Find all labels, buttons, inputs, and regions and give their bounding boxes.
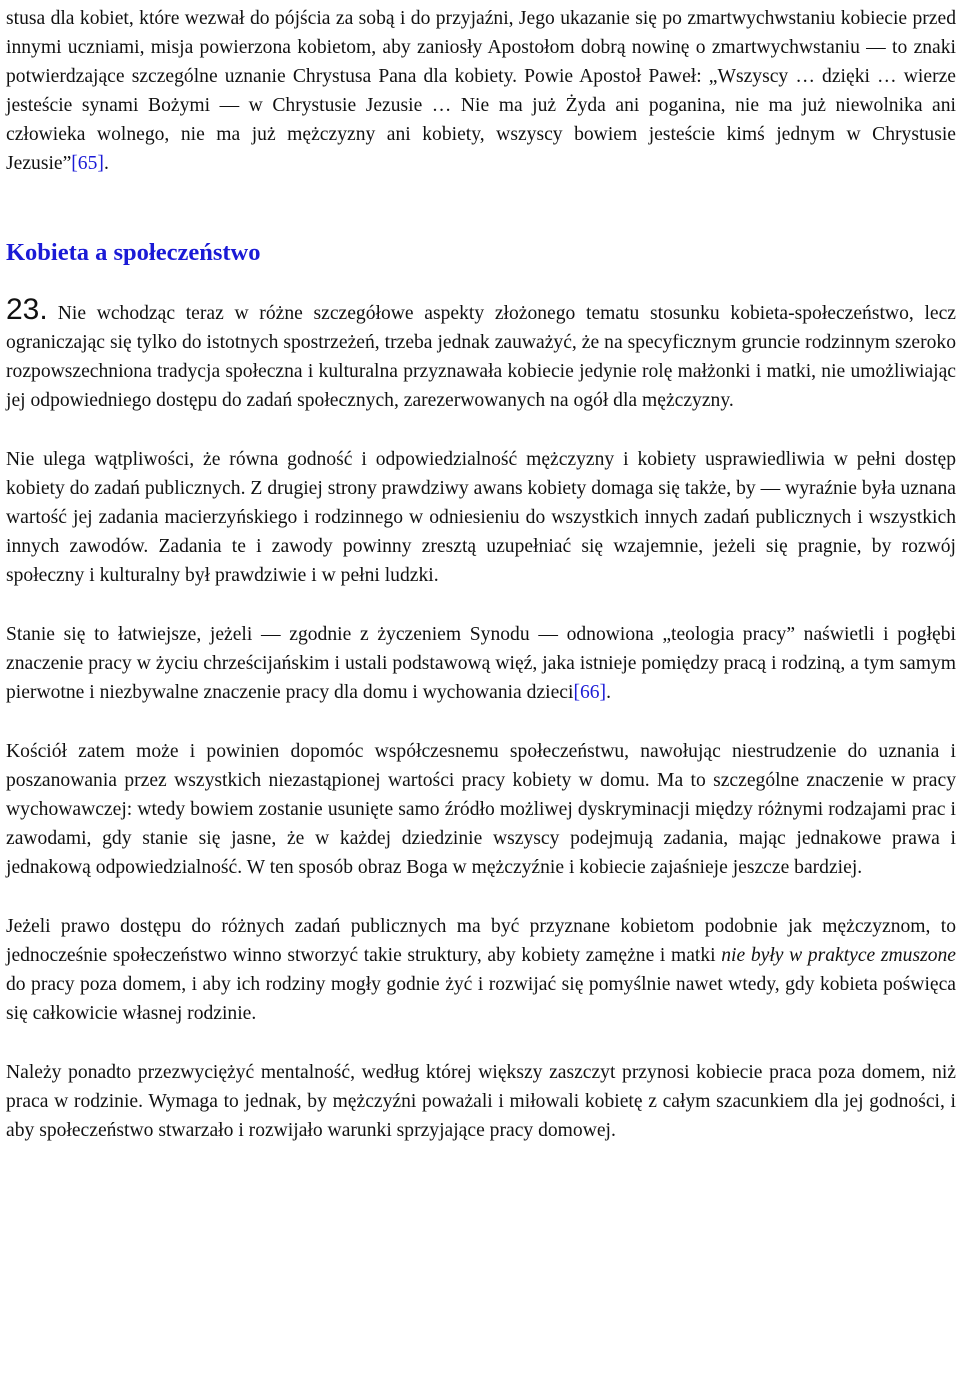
paragraph-5: [6, 912, 956, 1028]
paragraph-3: [6, 620, 956, 707]
footnote-link-66[interactable]: [66]: [573, 682, 607, 703]
footnote-link-65[interactable]: [65]: [71, 153, 104, 174]
paragraph-4: Kościół zatem może i powinien dopomóc współczesnemu społeczeństwu, nawołując niestrudzenie do uznania i poszanowania przez wszystkich niezastąpionej wartości pracy kobiety w domu. Ma to szczególne znaczenie w pracy wychowawczej: wtedy bowiem zostanie usunięte samo źródło możliwej dyskryminacji między różnymi rodzajami prac i zawodami, gdy stanie się jasne, że w każdej dziedzinie wszyscy podejmują zadania, mając jednakowe prawa i jednakową odpowiedzialność. W ten sposób obraz Boga w mężczyźnie i kobiecie zajaśnieje jeszcze bardziej.: [6, 741, 956, 878]
paragraph-5-emphasis: nie były w praktyce zmuszone: [721, 945, 956, 966]
paragraph-5-text-a: Jeżeli prawo dostępu do różnych zadań publicznych ma być przyznane kobietom podobnie jak mężczyznom, to jednocześnie społeczeństwo winno stworzyć takie struktury, aby kobiety zamężne i matki: [6, 916, 956, 966]
paragraph-3-end: .: [606, 682, 611, 703]
paragraph-number: 23.: [6, 293, 48, 326]
intro-paragraph: [6, 4, 956, 178]
intro-text: stusa dla kobiet, które wezwał do pójścia za sobą i do przyjaźni, Jego ukazanie się po zmartwychwstaniu kobiecie przed innymi uczniami, misja powierzona kobietom, aby zaniosły Apostołom dobrą nowinę o zmartwychwstaniu — to znaki potwierdzające szczególne uznanie Chrystusa Pana dla kobiety. Powie Apostoł Paweł: „Wszyscy … dzięki … wierze jesteście synami Bożymi — w Chrystusie Jezusie … Nie ma już Żyda ani poganina, nie ma już niewolnika ani człowieka wolnego, nie ma już mężczyzny ani kobiety, wszyscy bowiem jesteście kimś jednym w Chrystusie Jezusie”: [6, 8, 956, 174]
paragraph-3-text: Stanie się to łatwiejsze, jeżeli — zgodnie z życzeniem Synodu — odnowiona „teologia pracy” naświetli i pogłębi znaczenie pracy w życiu chrześcijańskim i ustali podstawową więź, jaka istnieje pomiędzy pracą i rodziną, a tym samym pierwotne i niezbywalne znaczenie pracy dla domu i wychowania dzieci: [6, 624, 956, 703]
paragraph-2: Nie ulega wątpliwości, że równa godność i odpowiedzialność mężczyzny i kobiety usprawiedliwia w pełni dostęp kobiety do zadań publicznych. Z drugiej strony prawdziwy awans kobiety domaga się także, by — wyraźnie była uznana wartość jej zadania macierzyńskiego i rodzinnego w odniesieniu do wszystkich innych zadań publicznych i wszystkich innych zawodów. Zadania te i zawody powinny zresztą uzupełniać się wzajemnie, jeżeli się pragnie, by rozwój społeczny i kulturalny był prawdziwie i w pełni ludzki.: [6, 449, 956, 586]
section-heading: Kobieta a społeczeństwo: [6, 239, 261, 266]
paragraph-23-text: Nie wchodząc teraz w różne szczegółowe aspekty złożonego tematu stosunku kobieta-społeczeństwo, lecz ograniczając się tylko do istotnych spostrzeżeń, trzeba jednak zauważyć, że na specyficznym gruncie rodzinnym szeroko rozpowszechniona tradycja społeczna i kulturalna przyznawała kobiecie jedynie rolę małżonki i matki, nie umożliwiając jej odpowiedniego dostępu do zadań społecznych, zarezerwowanych na ogół dla mężczyzny.: [6, 303, 956, 411]
intro-end: .: [103, 153, 109, 174]
paragraph-6: Należy ponadto przezwyciężyć mentalność, według której większy zaszczyt przynosi kobiecie praca poza domem, niż praca w rodzinie. Wymaga to jednak, by mężczyźni poważali i miłowali kobietę z całym szacunkiem dla jej godności, i aby społeczeństwo stwarzało i rozwijało warunki sprzyjające pracy domowej.: [6, 1062, 956, 1141]
document-page: [6, 4, 956, 1145]
paragraph-5-text-b: do pracy poza domem, i aby ich rodziny mogły godnie żyć i rozwijać się pomyślnie nawet wtedy, gdy kobieta poświęca się całkowicie własnej rodzinie.: [6, 974, 956, 1024]
paragraph-23: [6, 295, 956, 415]
